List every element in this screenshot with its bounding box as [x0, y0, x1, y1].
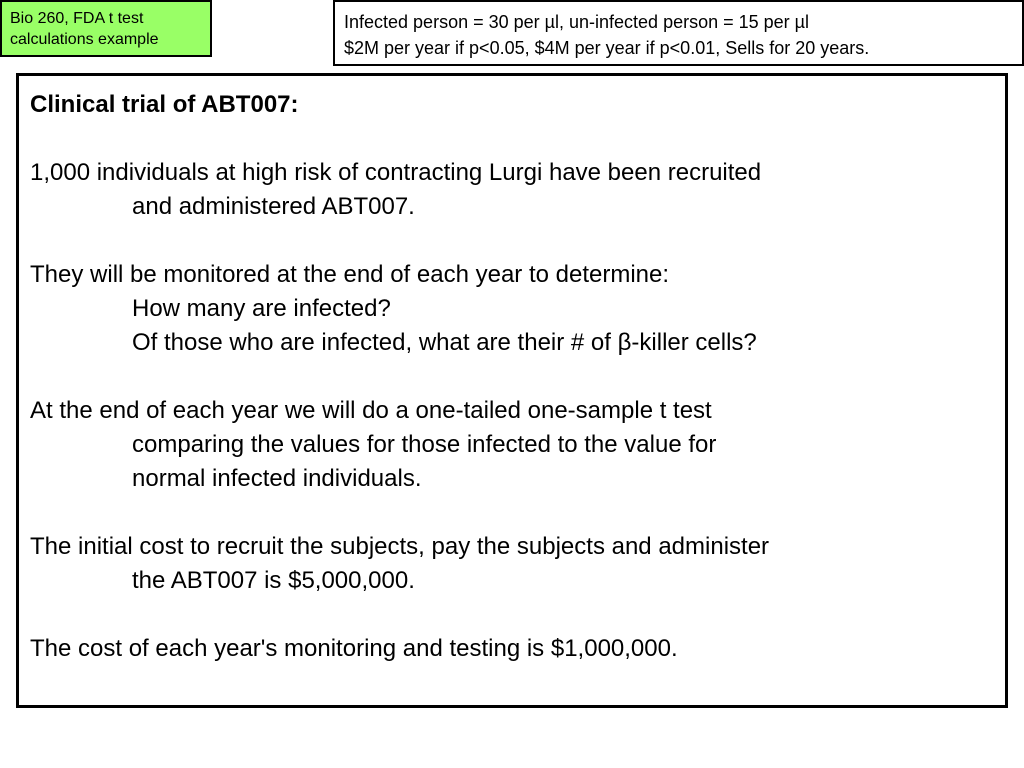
course-label-line-1: Bio 260, FDA t test	[10, 10, 144, 27]
paragraph-line: the ABT007 is $5,000,000.	[132, 567, 415, 594]
paragraph-line: and administered ABT007.	[132, 193, 415, 220]
paragraph-line: They will be monitored at the end of each year to determine:	[30, 261, 670, 288]
paragraph-initial-cost	[30, 530, 1005, 598]
paragraph-line: 1,000 individuals at high risk of contracting Lurgi have been recruited	[30, 159, 762, 186]
clinical-trial-title: Clinical trial of ABT007:	[30, 91, 299, 118]
paragraph-line: The cost of each year's monitoring and testing is $1,000,000.	[30, 635, 678, 662]
paragraph-recruitment	[30, 156, 1005, 224]
paragraph-line: How many are infected?	[132, 295, 391, 322]
paragraph-line: At the end of each year we will do a one-tailed one-sample t test	[30, 397, 712, 424]
paragraph-yearly-cost	[30, 632, 1005, 666]
parameters-box	[333, 0, 1024, 66]
paragraph-monitoring	[30, 258, 1005, 360]
paragraph-t-test	[30, 394, 1005, 496]
paragraph-line: normal infected individuals.	[132, 465, 422, 492]
parameters-line-1: Infected person = 30 per µl, un-infected person = 15 per µl	[344, 12, 810, 32]
paragraph-line: comparing the values for those infected to the value for	[132, 431, 717, 458]
course-label-line-2: calculations example	[10, 31, 159, 48]
course-label-box	[0, 0, 212, 57]
parameters-line-2: $2M per year if p<0.05, $4M per year if p<0.01, Sells for 20 years.	[344, 38, 870, 58]
paragraph-line: The initial cost to recruit the subjects, pay the subjects and administer	[30, 533, 770, 560]
clinical-trial-box	[16, 73, 1008, 708]
paragraph-line: Of those who are infected, what are their # of β-killer cells?	[132, 329, 757, 356]
